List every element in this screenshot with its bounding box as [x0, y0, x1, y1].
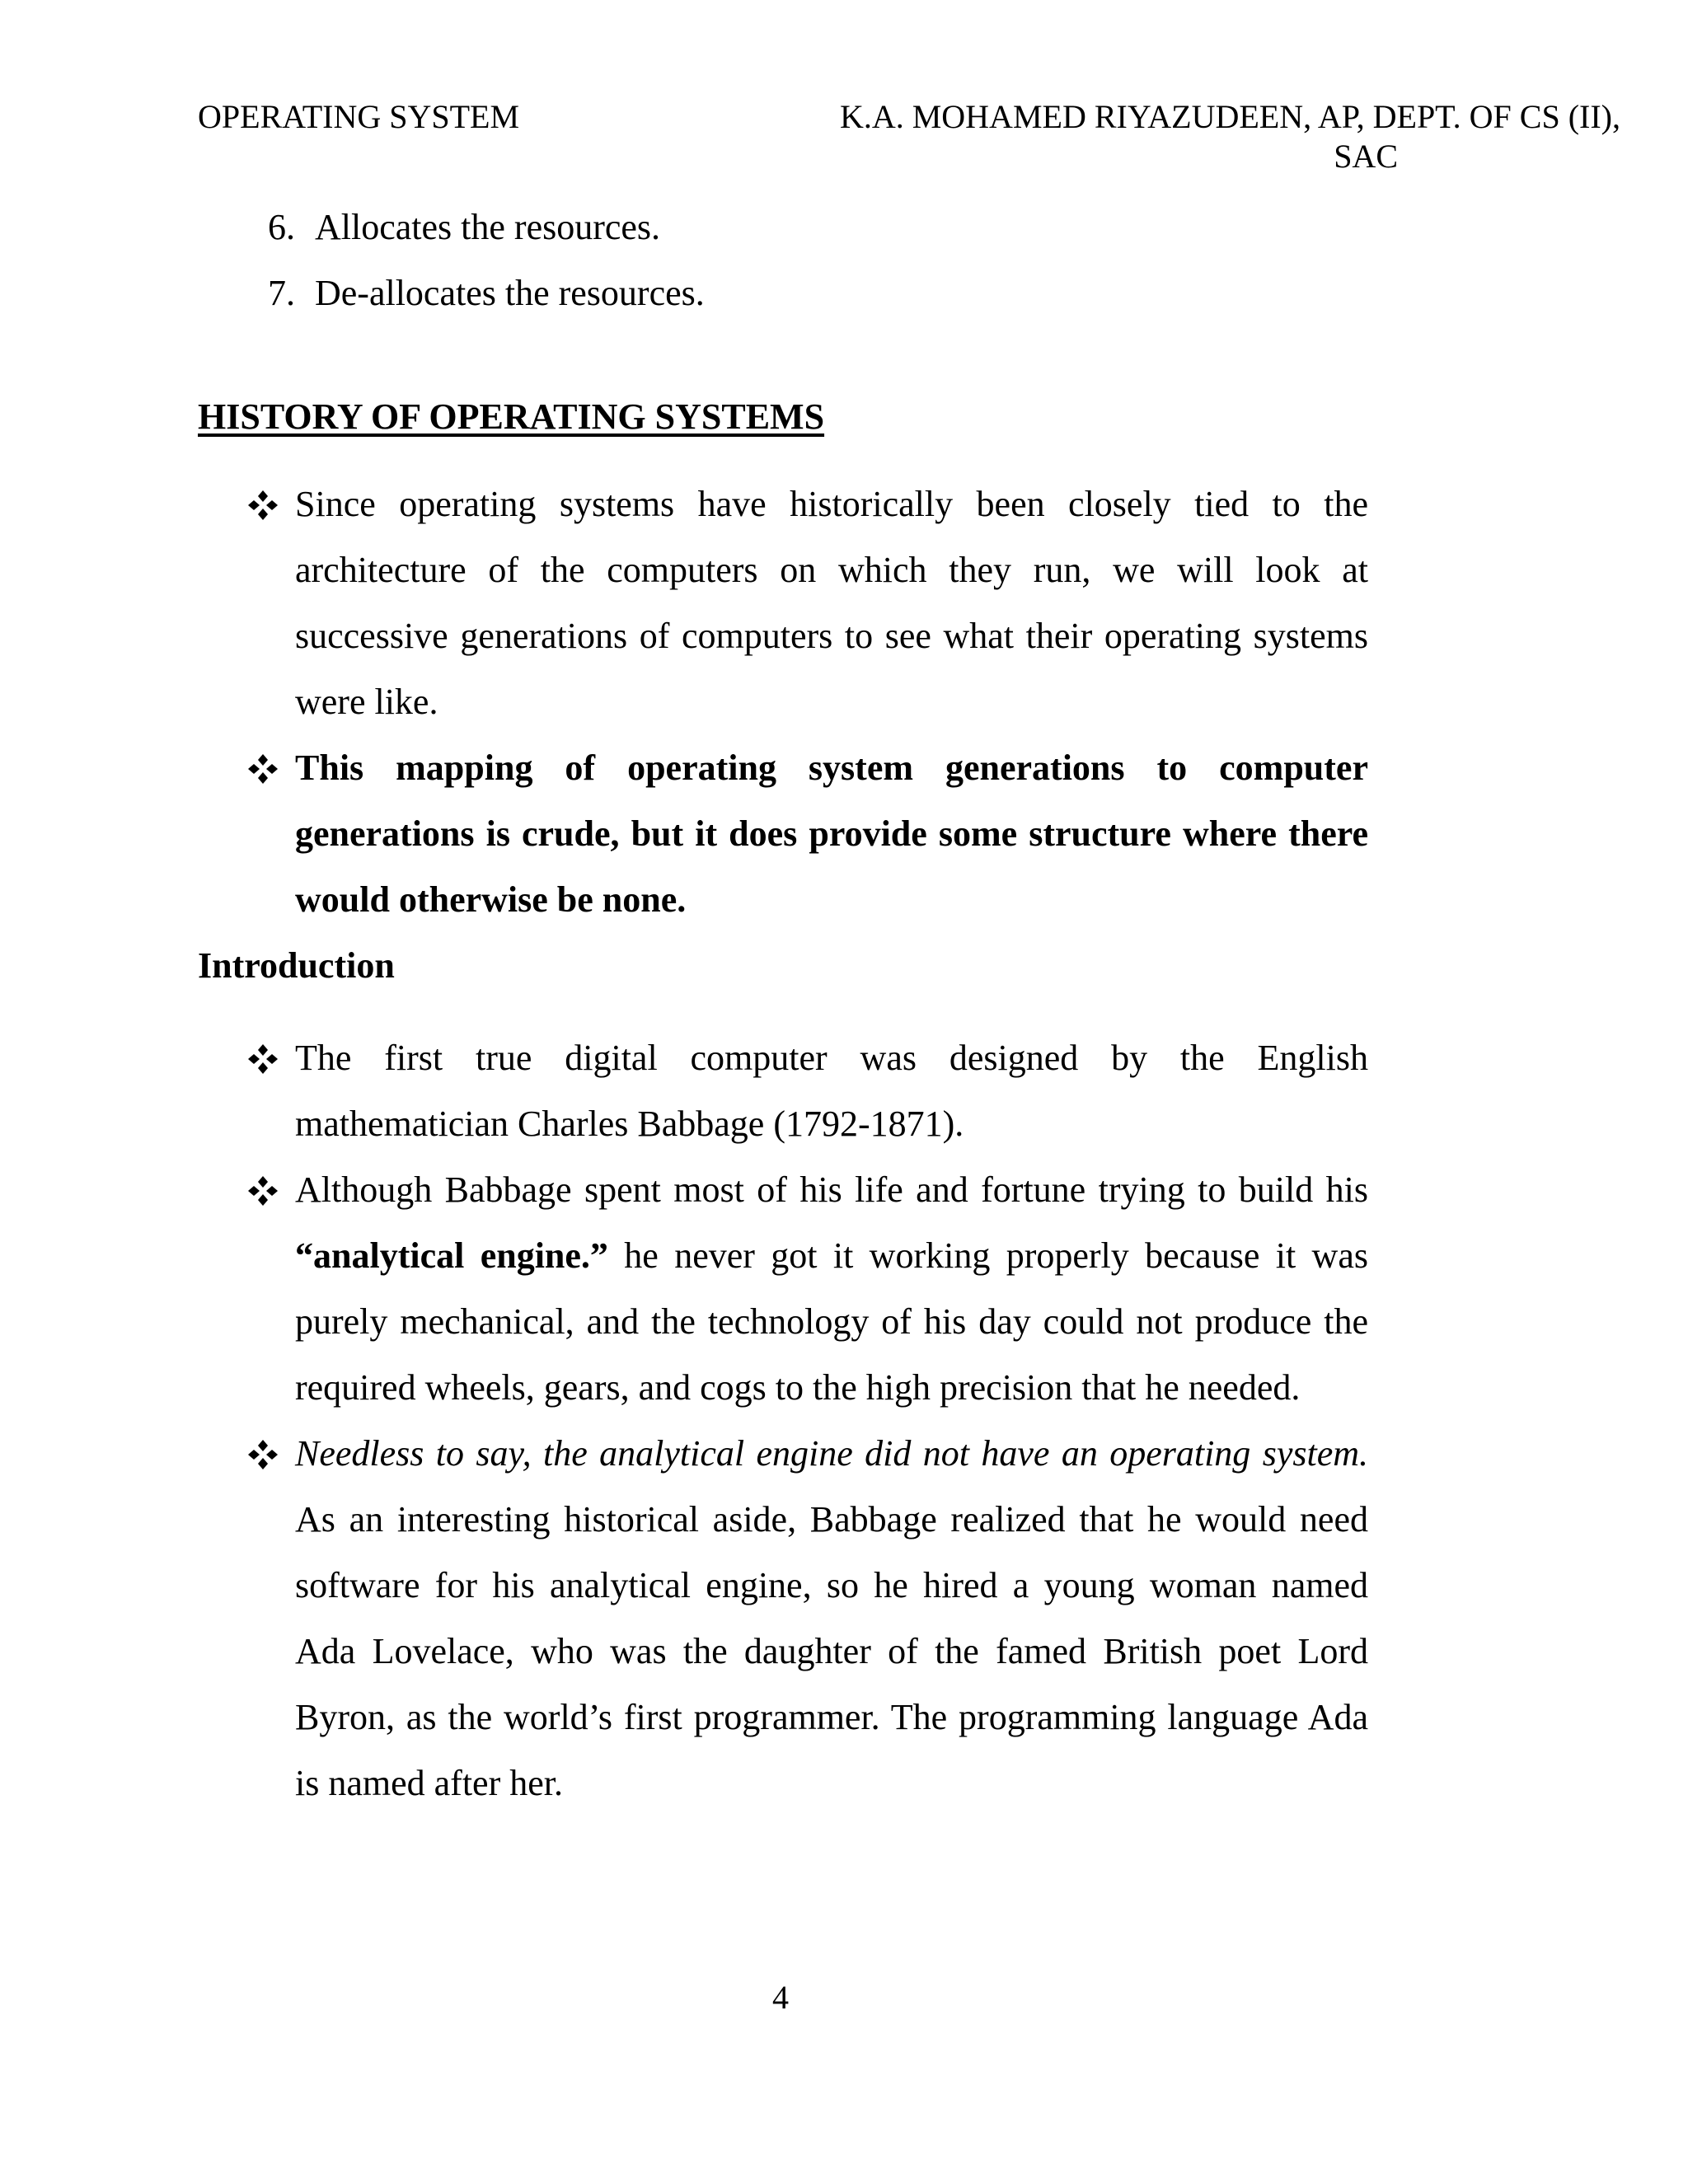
bullet-text-part: As an interesting historical aside, Babbage realized that he would need software for his analytical engine, so he hired a young woman named Ada Lovelace, who was the daughter of the famed British poet Lord Byron, as the world’s first programmer. The programming language Ada is named after her.	[295, 1499, 1368, 1803]
bullet-item	[198, 1421, 1368, 1816]
bullet-text-italic-part: Needless to say, the analytical engine did not have an operating system.	[295, 1433, 1368, 1474]
header-left: OPERATING SYSTEM	[198, 98, 520, 135]
list-item-number: 7.	[268, 273, 295, 313]
section-title-history: HISTORY OF OPERATING SYSTEMS	[198, 396, 825, 437]
bullet-text-bold: This mapping of operating system generations to computer generations is crude, but it does provide some structure where there would otherwise be none.	[295, 748, 1368, 920]
four-diamond-bullet-icon	[198, 1157, 295, 1223]
numbered-list	[198, 194, 1401, 326]
header-right-line2: SAC	[1334, 138, 1398, 175]
section-title-introduction: Introduction	[198, 945, 395, 986]
bullet-item	[198, 1025, 1368, 1157]
page-number: 4	[772, 1979, 789, 2016]
bullet-text: The first true digital computer was designed by the English mathematician Charles Babbage (1792-1871).	[295, 1038, 1368, 1144]
bullet-item	[198, 471, 1368, 735]
introduction-bullets	[198, 1025, 1368, 1816]
bullet-text-part: he never got it working properly because it was purely mechanical, and the technology of his day could not produce the required wheels, gears, and cogs to the high precision that he needed.	[295, 1235, 1368, 1408]
bullet-item	[198, 735, 1368, 933]
list-item	[198, 194, 1401, 260]
four-diamond-bullet-icon	[198, 735, 295, 801]
bullet-item	[198, 1157, 1368, 1421]
four-diamond-bullet-icon	[198, 1421, 295, 1487]
bullet-text: Since operating systems have historically been closely tied to the architecture of the computers on which they run, we will look at successive generations of computers to see what their operating systems were like.	[295, 484, 1368, 722]
list-item-number: 6.	[268, 207, 295, 247]
header-right-line1: K.A. MOHAMED RIYAZUDEEN, AP, DEPT. OF CS (II),	[839, 98, 1620, 135]
list-item-text: Allocates the resources.	[315, 207, 661, 247]
list-item	[198, 260, 1401, 326]
four-diamond-bullet-icon	[198, 1025, 295, 1091]
header-right	[796, 97, 1620, 176]
bullet-text	[295, 1157, 1368, 1421]
list-item-text: De-allocates the resources.	[315, 273, 705, 313]
history-bullets	[198, 471, 1368, 933]
bullet-text-part: Although Babbage spent most of his life and fortune trying to build his	[295, 1169, 1368, 1210]
bullet-text-bold-part: “analytical engine.”	[295, 1235, 608, 1276]
four-diamond-bullet-icon	[198, 471, 295, 537]
bullet-text	[295, 1421, 1368, 1816]
